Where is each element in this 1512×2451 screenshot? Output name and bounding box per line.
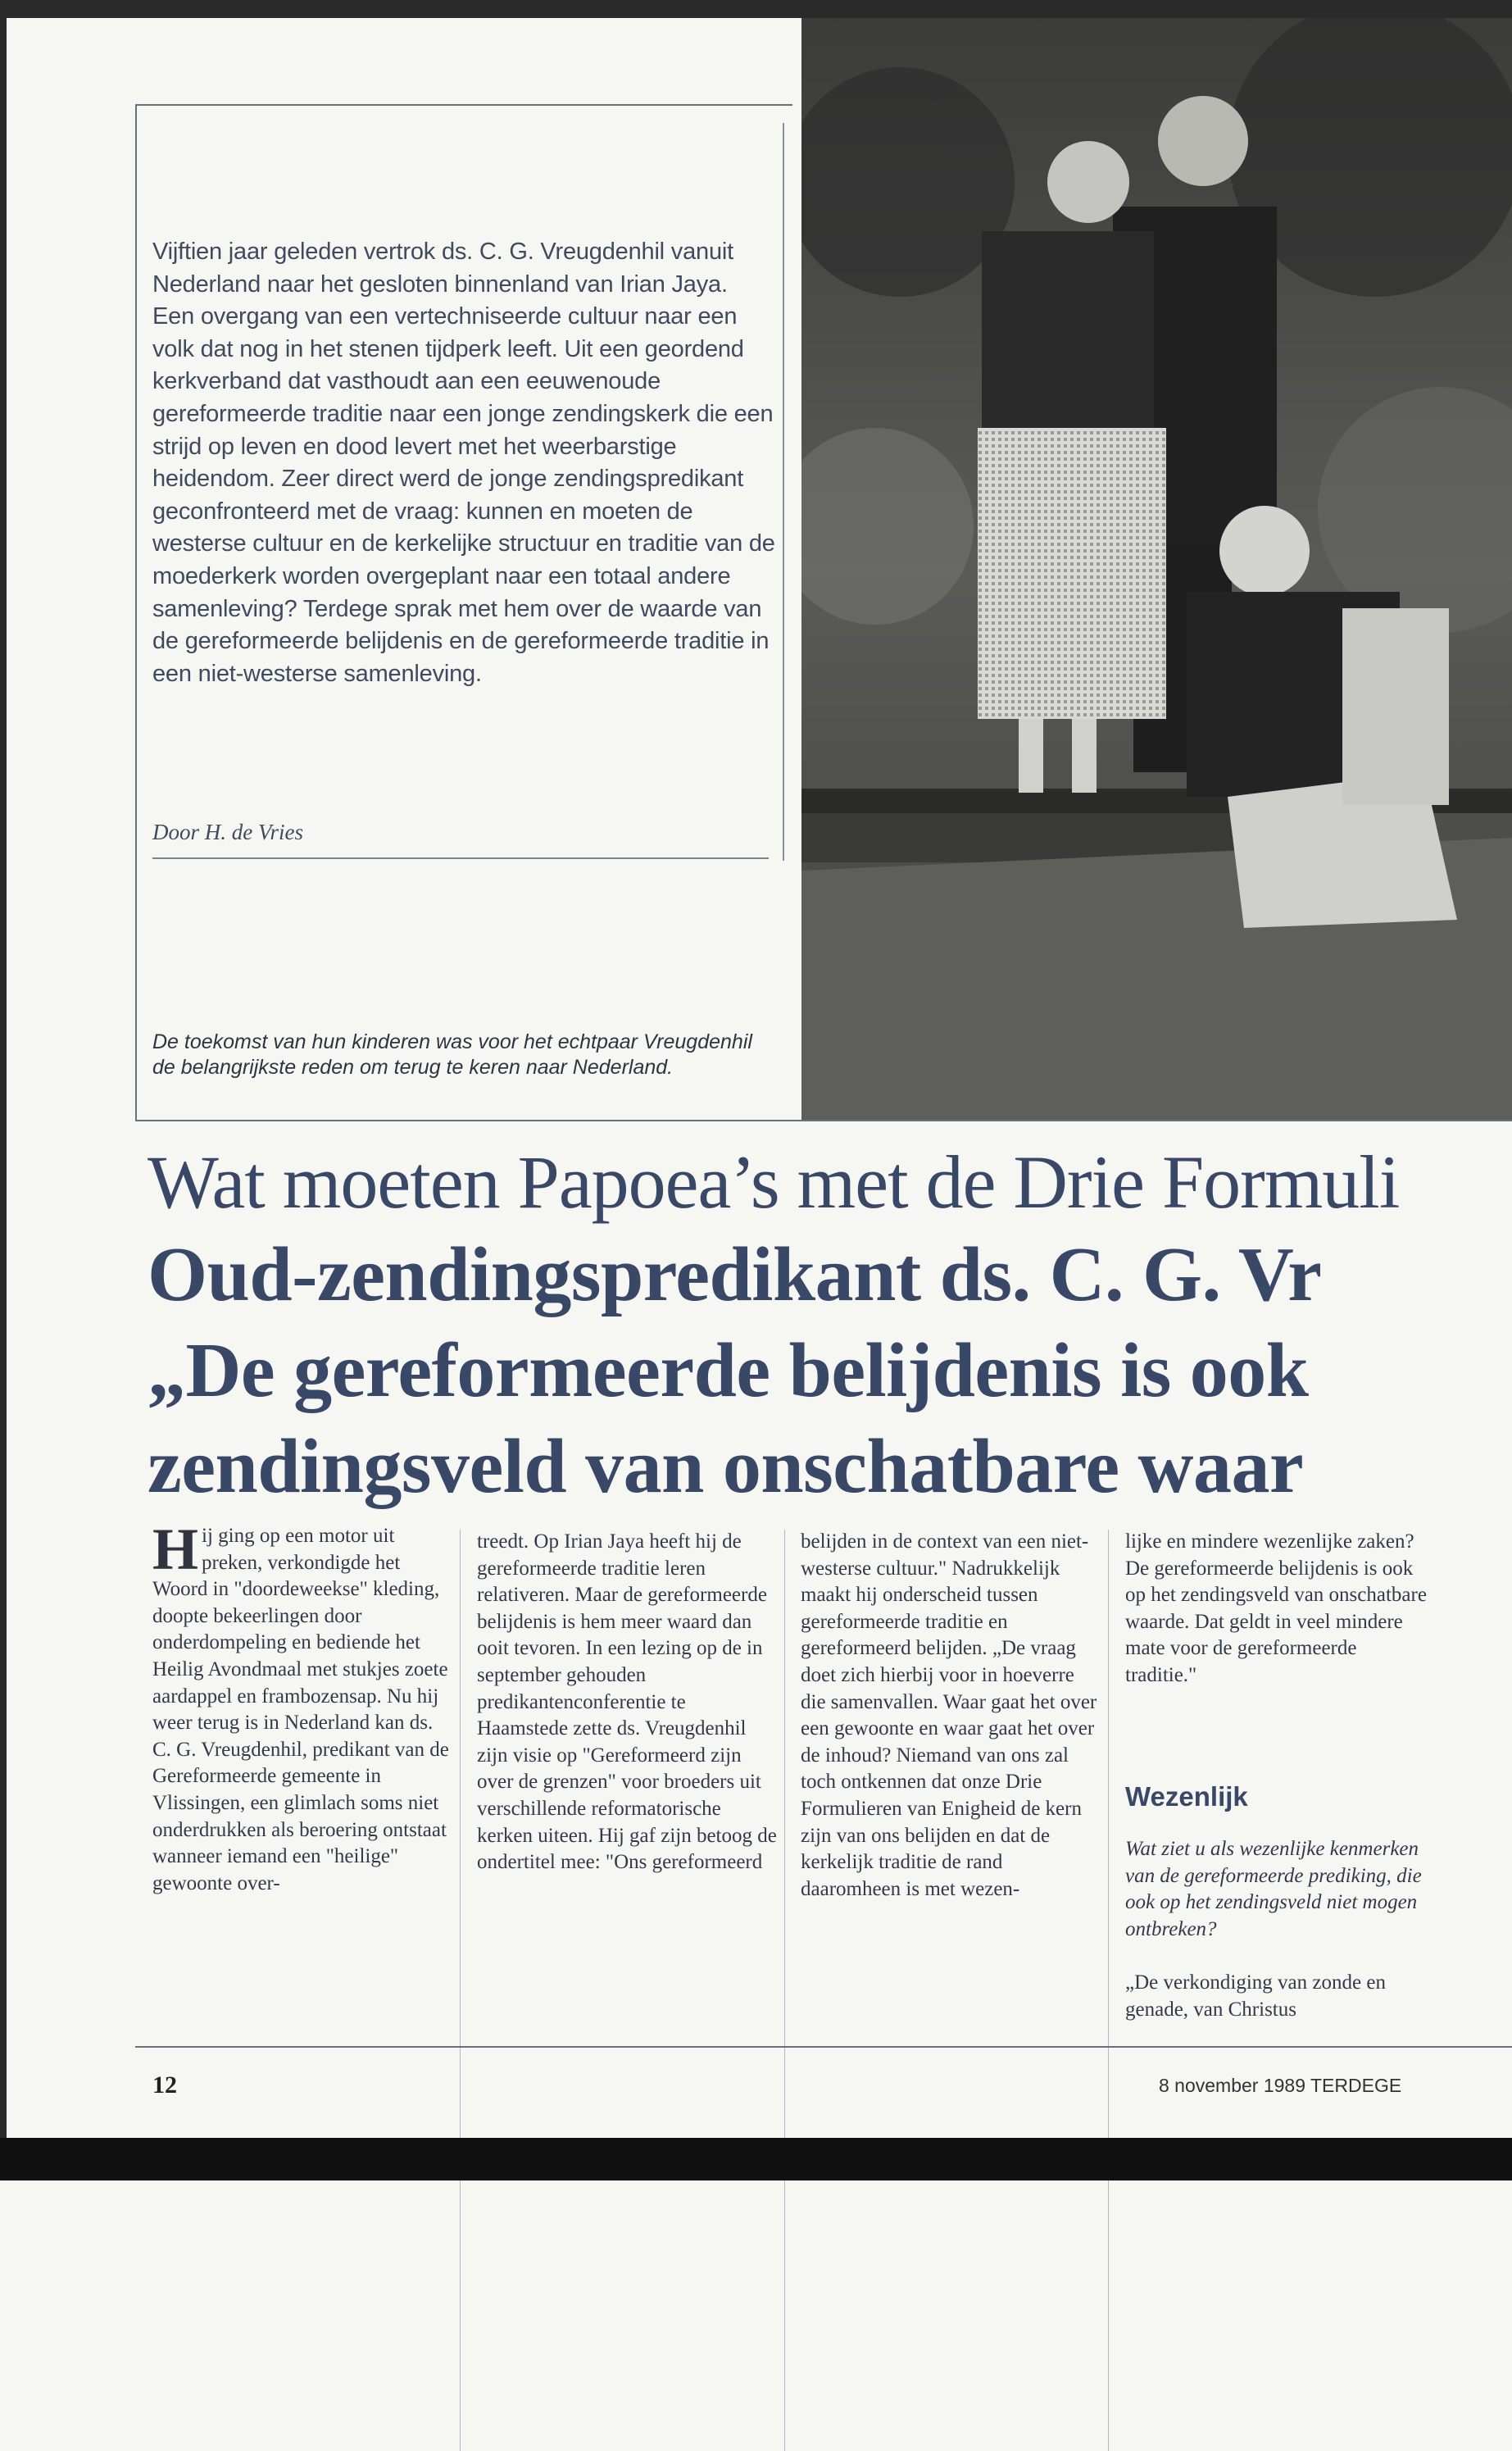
byline: Door H. de Vries (152, 820, 303, 844)
interview-answer: „De verkondiging van zonde en genade, van Christus (1125, 1971, 1386, 2021)
drop-cap: H (152, 1517, 199, 1582)
footer-rule (135, 2046, 1512, 2048)
photo-couple-outdoors (801, 18, 1512, 1121)
page-edge-top (0, 0, 1512, 18)
photo-caption: De toekomst van hun kinderen was voor het echtpaar Vreugdenhil de belangrijkste reden om terug te keren naar Nederland. (152, 1030, 752, 1079)
body-column-4: lijke en mindere wezenlijke zaken? De gereformeerde belijdenis is ook op het zendingsveld van onschatbare waarde. Dat geldt in veel mindere mate voor de gereformeerde traditie." (1125, 1530, 1427, 1686)
issue-date: 8 november 1989 TERDEGE (1159, 2075, 1402, 2096)
page-edge-bottom (0, 2138, 1512, 2180)
headline-line-4: zendingsveld van onschatbare waar (148, 1424, 1304, 1509)
page-edge-left (0, 0, 7, 2180)
column-rule (784, 1530, 785, 2451)
byline-rule (152, 857, 769, 859)
body-column-2: treedt. Op Irian Jaya heeft hij de gereformeerde traditie leren relativeren. Maar de gereformeerde belijdenis is hem meer waard dan ooit tevoren. In een lezing op de in september gehouden predikantenconferentie te Haamstede zette ds. Vreugdenhil zijn visie op "Gereformeerd zijn over de grenzen" voor broeders uit verschillende reformatorische kerken uiteen. Hij gaf zijn betoog de ondertitel mee: "Ons gereformeerd (477, 1530, 777, 1874)
intro-paragraph: Vijftien jaar geleden vertrok ds. C. G. Vreugdenhil vanuit Nederland naar het gesloten binnenland van Irian Jaya. Een overgang van een vertechniseerde cultuur naar een volk dat nog in het stenen tijdperk leeft. Uit een geordend kerkverband dat vasthoudt aan een eeuwenoude gereformeerde traditie naar een jonge zendingskerk die een strijd op leven en dood levert met het weerbarstige heidendom. Zeer direct werd de jonge zendingspredikant geconfronteerd met de vraag: kunnen en moeten de westerse cultuur en de kerkelijke structuur en traditie van de moederkerk worden overgeplant naar een totaal andere samenleving? Terdege sprak met hem over de waarde van de gereformeerde belijdenis en de gereformeerde traditie in een niet-westerse samenleving. (152, 239, 775, 687)
section-subhead: Wezenlijk (1125, 1781, 1248, 1812)
column-rule (460, 1530, 461, 2451)
page-number: 12 (152, 2071, 177, 2099)
caption-rule (135, 1120, 1512, 1121)
headline-kicker: Wat moeten Papoea’s met de Drie Formuli (148, 1140, 1400, 1224)
body-column-1 (152, 1517, 456, 1897)
headline-line-2: Oud-zendingspredikant ds. C. G. Vr (148, 1232, 1322, 1317)
interview-question: Wat ziet u als wezenlijke kenmerken van de gereformeerde prediking, die ook op het zendingsveld niet mogen ontbreken? (1125, 1838, 1422, 1940)
column-rule (1108, 1530, 1109, 2451)
body-column-3: belijden in de context van een niet-westerse cultuur." Nadrukkelijk maakt hij onderscheid tussen gereformeerde traditie en gereformeerd belijden. „De vraag doet zich hierbij voor in hoeverre die samenvallen. Waar gaat het over een gewoonte en waar gaat het over de inhoud? Niemand van ons zal toch ontkennen dat onze Drie Formulieren van Enigheid de kern zijn van ons belijden en dat de kerkelijk traditie de rand daaromheen is met wezen- (801, 1530, 1097, 1900)
headline-line-3: „De gereformeerde belijdenis is ook (148, 1328, 1309, 1413)
body-column-1-text: ij ging op een motor uit preken, verkondigde het Woord in "doordeweekse" kleding, doopte bekeerlingen door onderdompeling en bediende het Heilig Avondmaal met stukjes zoete aardappel en frambozensap. Nu hij weer terug is in Nederland kan ds. C. G. Vreugdenhil, predikant van de Gereformeerde gemeente in Vlissingen, een glimlach soms niet onderdrukken als beroering ontstaat wanneer iemand een "heilige" gewoonte over- (152, 1525, 449, 1894)
intro-divider (783, 123, 784, 861)
